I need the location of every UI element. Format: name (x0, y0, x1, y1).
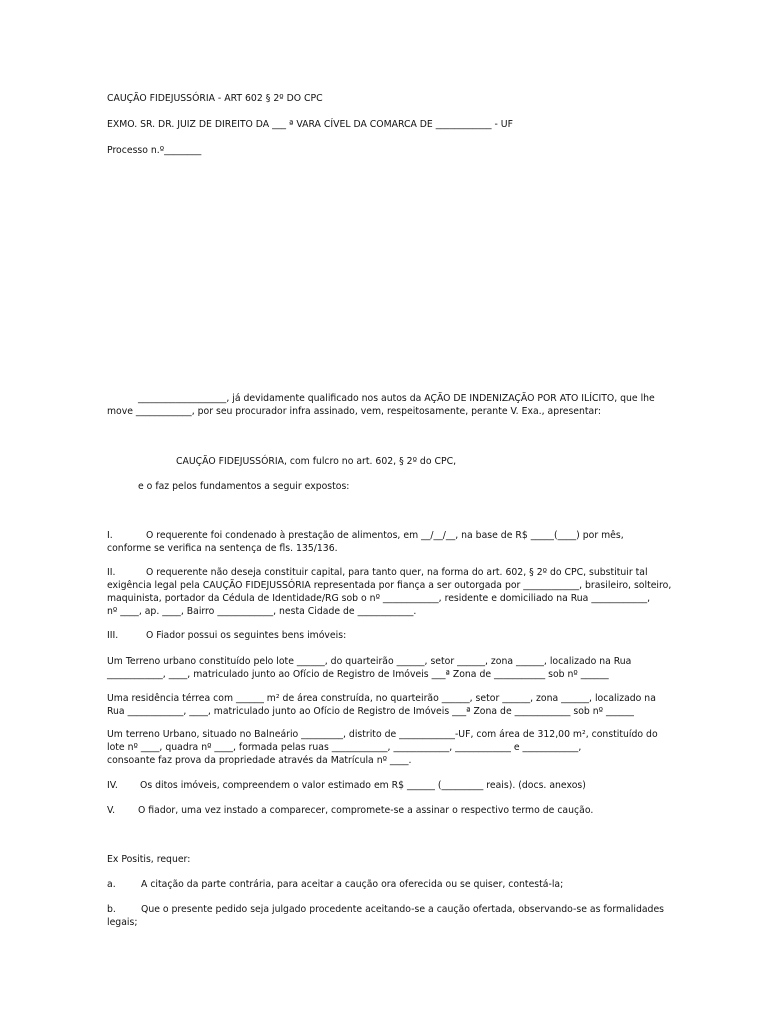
requer-line: Ex Positis, requer: (107, 854, 191, 865)
terreno2-line-1: Um terreno Urbano, situado no Balneário _________, distrito de ____________-UF, com área de 312,00 m², constituído do (107, 729, 658, 740)
request-b-line-1: Que o presente pedido seja julgado procedente aceitando-se a caução ofertada, observando-se as formalidades (141, 904, 665, 915)
item-v-number: V. (107, 805, 116, 816)
item-i-line-2: conforme se verifica na sentença de fls. 135/136. (107, 543, 338, 554)
terreno1-line-1: Um Terreno urbano constituído pelo lote ______, do quarteirão ______, setor ______, zona ______, localizado na Rua (107, 656, 632, 667)
terreno1-line-2: ____________, ____, matriculado junto ao Ofício de Registro de Imóveis ___ª Zona de ___________ sob nº ______ (107, 669, 609, 680)
caucao-heading: CAUÇÃO FIDEJUSSÓRIA, com fulcro no art. 602, § 2º do CPC, (176, 456, 457, 467)
residencia-line-1: Uma residência térrea com ______ m² de área construída, no quarteirão ______, setor ______, zona ______, localizado na (107, 693, 656, 704)
request-b-number: b. (107, 904, 116, 915)
processo-number: Processo n.º________ (107, 145, 202, 156)
item-iii-number: III. (107, 630, 119, 641)
item-ii-number: II. (107, 567, 116, 578)
item-ii-line-2: exigência legal pela CAUÇÃO FIDEJUSSÓRIA representada por fiança a ser outorgada por ____________, brasileiro, solteiro, (107, 580, 672, 591)
terreno2-line-3: consoante faz prova da propriedade através da Matrícula nº ____. (107, 755, 412, 766)
item-iv-number: IV. (107, 780, 118, 791)
intro-line-2: move ____________, por seu procurador infra assinado, vem, respeitosamente, perante V. Exa., apresentar: (107, 406, 602, 417)
residencia-line-2: Rua ____________, ____, matriculado junto ao Ofício de Registro de Imóveis ___ª Zona de ____________ sob nº ______ (107, 706, 634, 717)
document-title: CAUÇÃO FIDEJUSSÓRIA - ART 602 § 2º DO CPC (107, 93, 323, 104)
item-ii-line-1: O requerente não deseja constituir capital, para tanto quer, na forma do art. 602, § 2º do CPC, substituir tal (146, 567, 648, 578)
request-b-line-2: legais; (107, 917, 138, 928)
request-a-number: a. (107, 879, 116, 890)
request-a-line-1: A citação da parte contrária, para aceitar a caução ora oferecida ou se quiser, contestá-la; (141, 879, 564, 890)
item-ii-line-4: nº ____, ap. ____, Bairro ____________, nesta Cidade de ____________. (107, 606, 417, 617)
item-iv-line-1: Os ditos imóveis, compreendem o valor estimado em R$ ______ (_________ reais). (docs. anexos) (140, 780, 586, 791)
item-ii-line-3: maquinista, portador da Cédula de Identidade/RG sob o nº ____________, residente e domiciliado na Rua ____________, (107, 593, 651, 604)
item-iii-line-1: O Fiador possui os seguintes bens imóveis: (146, 630, 347, 641)
item-i-number: I. (107, 530, 113, 541)
terreno2-line-2: lote nº ____, quadra nº ____, formada pelas ruas ____________, ____________, ____________ e ____________, (107, 742, 582, 753)
intro-line-1: ___________________, já devidamente qualificado nos autos da AÇÃO DE INDENIZAÇÃO POR ATO ILÍCITO, que lhe (138, 393, 655, 404)
item-i-line-1: O requerente foi condenado à prestação de alimentos, em __/__/__, na base de R$ _____(____) por mês, (146, 530, 624, 541)
item-v-line-1: O fiador, uma vez instado a comparecer, compromete-se a assinar o respectivo termo de caução. (138, 805, 594, 816)
addressee-line: EXMO. SR. DR. JUIZ DE DIREITO DA ___ ª VARA CÍVEL DA COMARCA DE ____________ - UF (107, 119, 513, 130)
fundamentos-line: e o faz pelos fundamentos a seguir expostos: (138, 481, 350, 492)
